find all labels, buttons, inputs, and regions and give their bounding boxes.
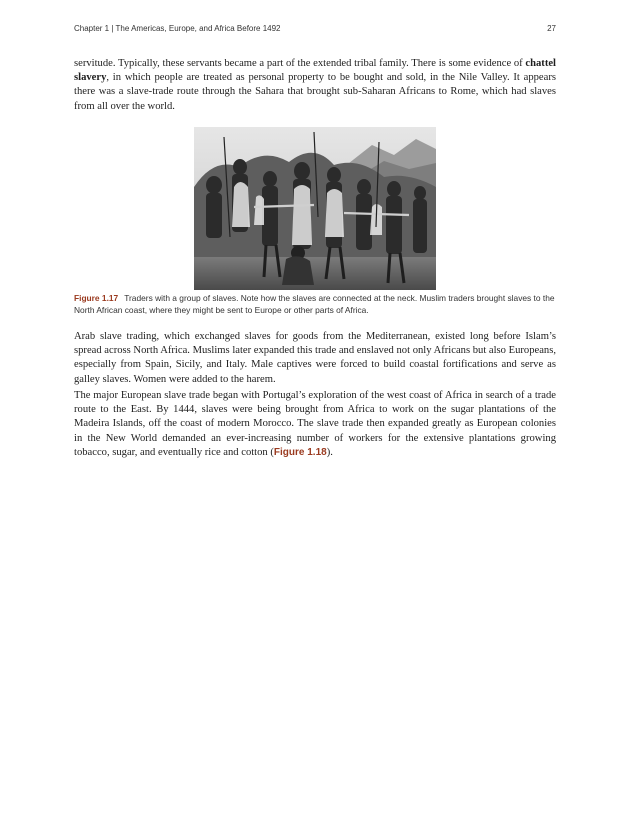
figure-1-18-link[interactable]: Figure 1.18	[273, 446, 327, 458]
paragraph1-text-after: , in which people are treated as personal property to be bought and sold, in the Nile Valley. It appears there was a slave-trade route through the Sahara that brought sub-Saharan Africans to Rome, which had slaves from all over the world.	[74, 72, 556, 112]
page-header	[74, 24, 556, 33]
paragraph3-text-after: ).	[326, 446, 333, 458]
figure-image-slave-traders	[194, 127, 436, 290]
key-term-chattel-slavery: chattel slavery	[74, 58, 556, 84]
running-title: Chapter 1 | The Americas, Europe, and Africa Before 1492	[74, 24, 281, 33]
figure-caption	[74, 293, 556, 316]
figure-caption-text: Traders with a group of slaves. Note how the slaves are connected at the neck. Muslim traders brought slaves to the North African coast, where they might be sent to Europe or other parts of Africa.	[74, 293, 555, 315]
figure-label: Figure 1.17	[74, 293, 119, 303]
paragraph1-text-before: servitude. Typically, these servants became a part of the extended tribal family. There is some evidence of	[74, 58, 526, 69]
paragraph-european-slave-trade	[74, 389, 556, 460]
page-number: 27	[547, 24, 556, 33]
paragraph-arab-slave-trading: Arab slave trading, which exchanged slaves for goods from the Mediterranean, existed long before Islam’s spread across North Africa. Muslims later expanded this trade and enslaved not only Africans but also Europeans, especially from Spain, Sicily, and Italy. Male captives were forced to build coastal fortifications and serve as galley slaves. Women were added to the harem.	[74, 331, 556, 385]
paragraph3-text-before: The major European slave trade began with Portugal’s exploration of the west coast of Africa in search of a trade route to the East. By 1444, slaves were being brought from Africa to work on the sugar plantations of the Madeira Islands, off the coast of modern Morocco. The slave trade then expanded greatly as European colonies in the New World demanded an ever-increasing number of workers for the extensive plantations growing tobacco, sugar, and eventually rice and cotton (	[74, 390, 556, 458]
paragraph-chattel-slavery	[74, 57, 556, 114]
